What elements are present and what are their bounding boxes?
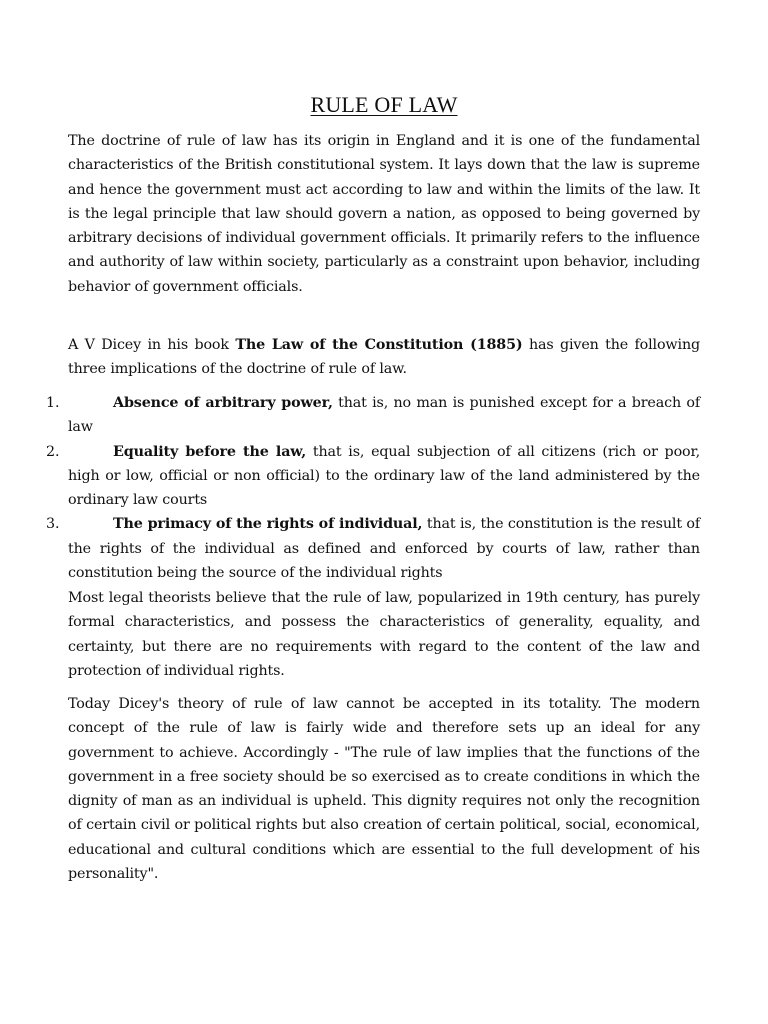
paragraph-origin: The doctrine of rule of law has its origin in England and it is one of the fundamental characteristics of the British constitutional system. It lays down that the law is supreme and hence the government must act according to law and within the limits of the law. It is the legal principle that law should govern a nation, as opposed to being governed by arbitrary decisions of individual government officials. It primarily refers to the influence and authority of law within society, particularly as a constraint upon behavior, including behavior of government officials. <box>68 133 700 295</box>
list-number: 3. <box>46 516 60 533</box>
implication-heading: The primacy of the rights of individual, <box>113 516 423 533</box>
paragraph-legal-theorists: Most legal theorists believe that the rule of law, popularized in 19th century, has purely formal characteristics, and possess the characteristics of generality, equality, and certainty, but there are no requirements with regard to the content of the law and protection of individual rights. <box>68 590 700 679</box>
list-item <box>0 512 700 585</box>
document-title: RULE OF LAW <box>310 92 458 117</box>
list-item <box>0 391 700 440</box>
implications-list <box>0 391 700 585</box>
list-item <box>0 440 700 513</box>
dicey-intro-tail: has given the following three implications of the doctrine of rule of law. <box>68 337 701 378</box>
paragraph-dicey-intro <box>68 333 700 382</box>
list-number: 2. <box>46 443 60 460</box>
paragraph-modern-concept: Today Dicey's theory of rule of law cannot be accepted in its totality. The modern concept of the rule of law is fairly wide and therefore sets up an ideal for any government to achieve. Accordingly - "The rule of law implies that the functions of the government in a free society should be so exercised as to create conditions in which the dignity of man as an individual is upheld. This dignity requires not only the recognition of certain civil or political rights but also creation of certain political, social, economical, educational and cultural conditions which are essential to the full development of his personality". <box>68 696 700 883</box>
dicey-intro-lead: A V Dicey in his book <box>68 337 236 353</box>
implication-text: that is, equal subjection of all citizens (rich or poor, high or low, official or non official) to the ordinary law of the land administered by the ordinary law courts <box>68 443 700 509</box>
implication-text: that is, the constitution is the result of the rights of the individual as defined and enforced by courts of law, rather than constitution being the source of the individual rights <box>68 516 700 582</box>
implication-heading: Equality before the law, <box>113 443 307 460</box>
implication-heading: Absence of arbitrary power, <box>113 395 333 411</box>
book-title: The Law of the Constitution (1885) <box>235 337 523 353</box>
list-number: 1. <box>46 395 60 411</box>
implication-text: that is, no man is punished except for a breach of law <box>68 395 700 436</box>
